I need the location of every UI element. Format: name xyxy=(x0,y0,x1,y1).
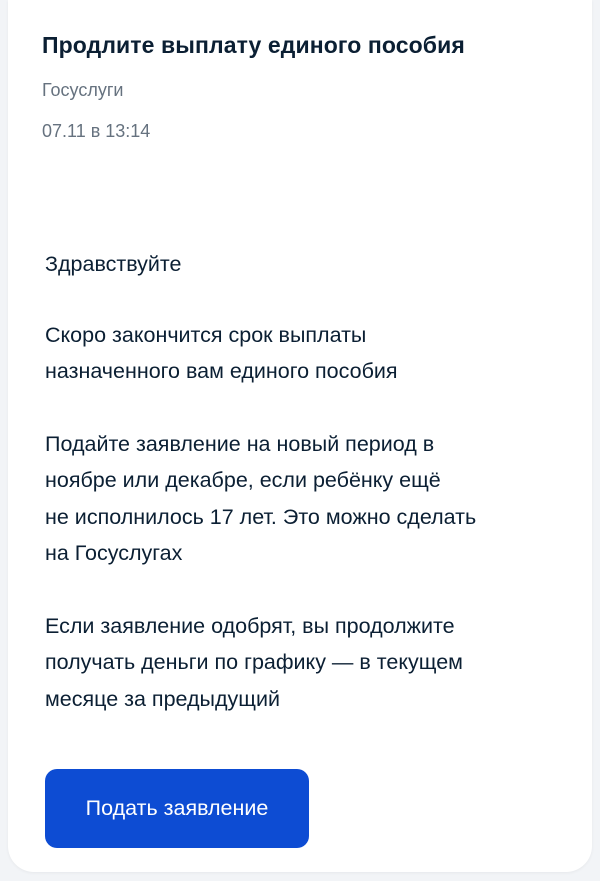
notification-datetime: 07.11 в 13:14 xyxy=(42,121,151,141)
notification-title: Продлите выплату единого пособия xyxy=(42,32,465,58)
message-paragraph-expiry: Скоро закончится срок выплаты назначенного вам единого пособия xyxy=(45,322,398,383)
sender-name: Госуслуги xyxy=(42,80,124,100)
message-body xyxy=(45,246,565,753)
message-paragraph-schedule: Если заявление одобрят, вы продолжите получать деньги по графику — в текущем месяце за предыдущий xyxy=(45,613,463,711)
notification-card xyxy=(8,0,592,872)
message-greeting: Здравствуйте xyxy=(45,252,182,276)
message-paragraph-apply: Подайте заявление на новый период в ноябре или декабре, если ребёнку ещё не исполнилось 17 лет. Это можно сделать на Госуслугах xyxy=(45,431,477,565)
apply-button[interactable]: Подать заявление xyxy=(45,769,309,848)
